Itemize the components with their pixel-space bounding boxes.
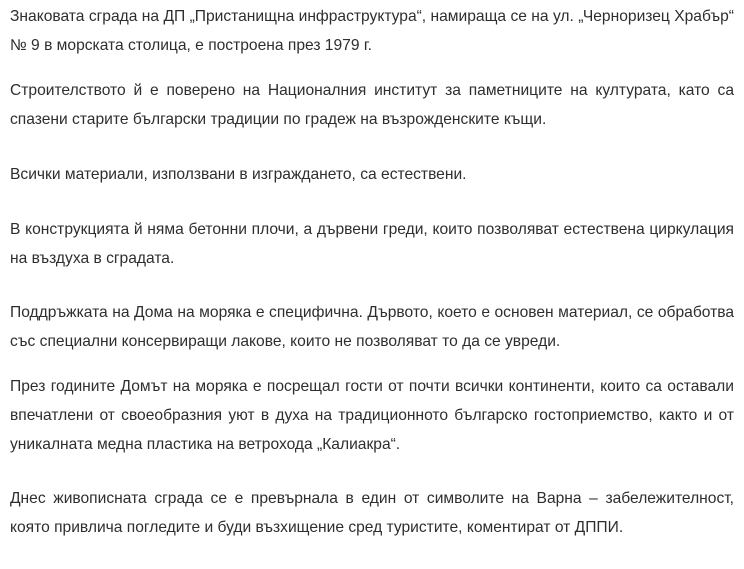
paragraph-building-intro: Знаковата сграда на ДП „Пристанищна инфраструктура“, намираща се на ул. „Черноризец Храбър“ № 9 в морската столица, е построена през 1979 г. — [10, 8, 734, 54]
paragraph-structure: В конструкцията й няма бетонни плочи, а дървени греди, които позволяват естествена циркулация на въздуха в сградата. — [10, 221, 734, 267]
paragraph-maintenance: Поддръжката на Дома на моряка е специфична. Дървото, което е основен материал, се обработва със специални консервиращи лакове, които не позволяват то да се увреди. — [10, 304, 734, 350]
paragraph-materials: Всички материали, използвани в изграждането, са естествени. — [10, 166, 467, 183]
paragraph-landmark: Днес живописната сграда се е превърнала в един от символите на Варна – забележителност, която привлича погледите и буди възхищение сред туристите, коментират от ДППИ. — [10, 490, 734, 536]
paragraph-construction: Строителството й е поверено на Националния институт за паметниците на културата, като са спазени старите български традиции по градеж на възрожденските къщи. — [10, 82, 734, 128]
paragraph-guests: През годините Домът на моряка е посрещал гости от почти всички континенти, които са оставали впечатлени от своеобразния уют в духа на традиционното българско гостоприемство, както и от уникалната медна пластика на ветрохода „Калиакра“. — [10, 378, 734, 453]
